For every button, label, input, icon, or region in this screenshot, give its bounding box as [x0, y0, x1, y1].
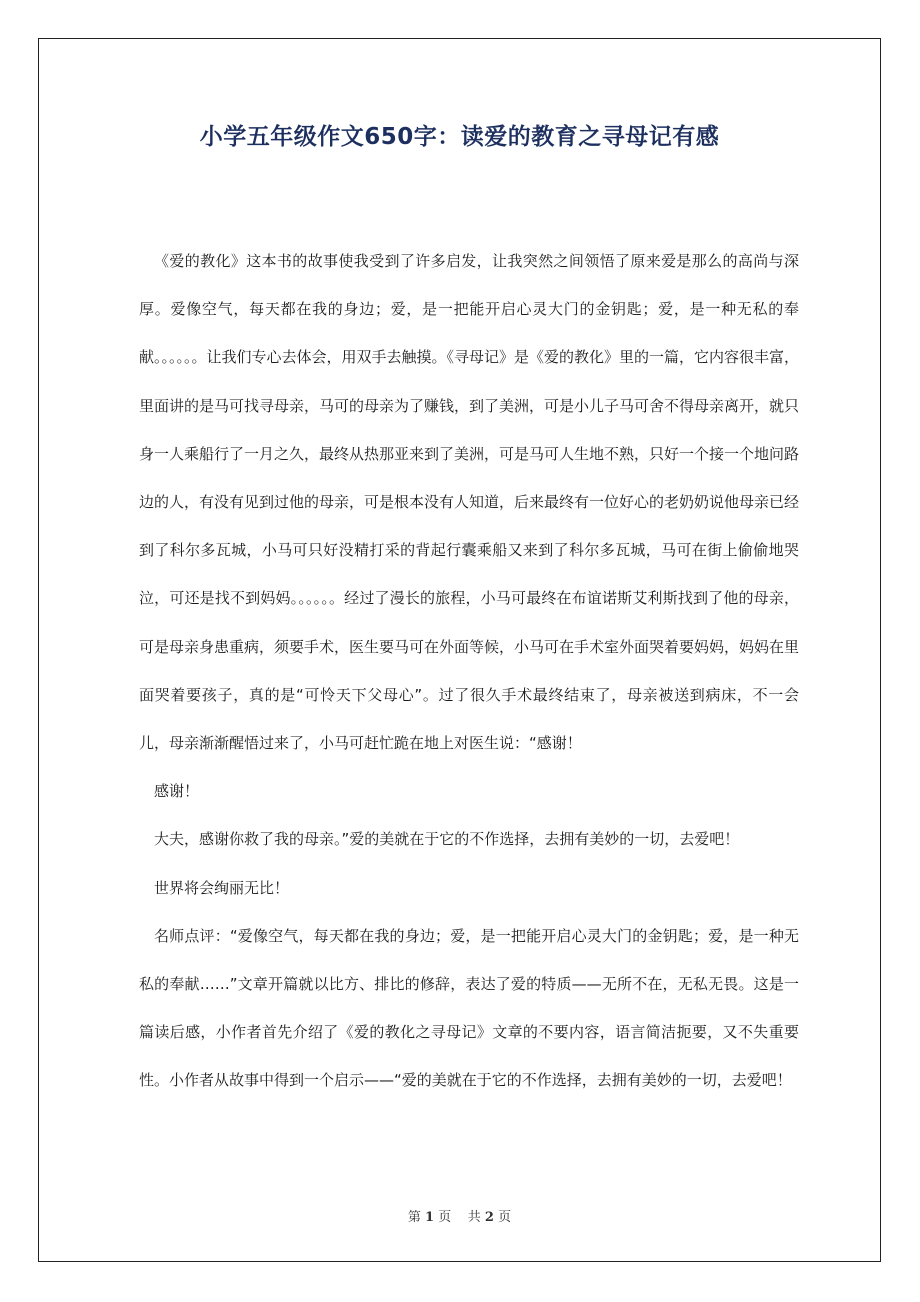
paragraph-1: 《爱的教化》这本书的故事使我受到了许多启发，让我突然之间领悟了原来爱是那么的高尚与深厚。爱像空气，每天都在我的身边；爱，是一把能开启心灵大门的金钥匙；爱，是一种无私的奉献。。。。。。让我们专心去体会，用双手去触摸。《寻母记》是《爱的教化》里的一篇，它内容很丰富，里面讲的是马可找寻母亲，马可的母亲为了赚钱，到了美洲，可是小儿子马可舍不得母亲离开，就只身一人乘船行了一月之久，最终从热那亚来到了美洲，可是马可人生地不熟，只好一个接一个地问路边的人，有没有见到过他的母亲，可是根本没有人知道，后来最终有一位好心的老奶奶说他母亲已经到了科尔多瓦城，小马可只好没精打采的背起行囊乘船又来到了科尔多瓦城，马可在街上偷偷地哭泣，可还是找不到妈妈。。。。。。经过了漫长的旅程，小马可最终在布谊诺斯艾利斯找到了他的母亲，可是母亲身患重病，须要手术，医生要马可在外面等候，小马可在手术室外面哭着要妈妈，妈妈在里面哭着要孩子，真的是“可怜天下父母心”。过了很久手术最终结束了，母亲被送到病床，不一会儿，母亲渐渐醒悟过来了，小马可赶忙跪在地上对医生说：“感谢！ [139, 252, 800, 753]
total-page-number: 2 [484, 1210, 494, 1225]
page-prefix: 第 [407, 1210, 421, 1225]
document-title: 小学五年级作文650字：读爱的教育之寻母记有感 [199, 124, 720, 150]
current-page-number: 1 [425, 1210, 435, 1225]
page-footer [38, 1206, 881, 1225]
document-body [139, 237, 799, 1105]
paragraph-3: 大夫，感谢你救了我的母亲。”爱的美就在于它的不作选择，去拥有美妙的一切，去爱吧！ [154, 830, 740, 849]
total-suffix: 页 [498, 1210, 512, 1225]
total-prefix: 共 [467, 1210, 481, 1225]
paragraph-5: 名师点评：“爱像空气，每天都在我的身边；爱，是一把能开启心灵大门的金钥匙；爱，是一种无私的奉献……”文章开篇就以比方、排比的修辞，表达了爱的特质——无所不在，无私无畏。这是一篇读后感，小作者首先介绍了《爱的教化之寻母记》文章的不要内容，语言简洁扼要，又不失重要性。小作者从故事中得到一个启示——“爱的美就在于它的不作选择，去拥有美妙的一切，去爱吧！ [139, 926, 799, 1090]
paragraph-2: 感谢！ [154, 782, 200, 801]
page-suffix: 页 [438, 1210, 452, 1225]
paragraph-4: 世界将会绚丽无比！ [154, 878, 290, 897]
